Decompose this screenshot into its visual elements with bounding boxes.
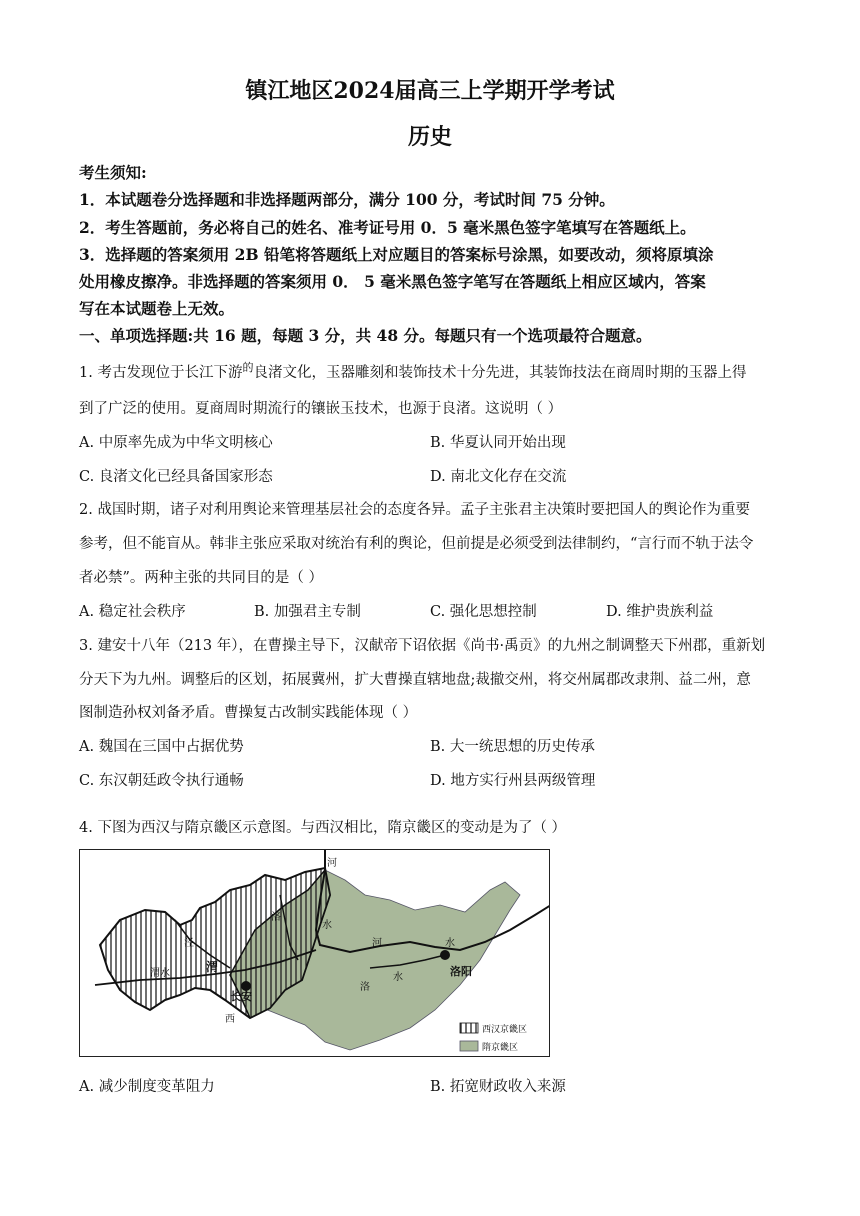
q2-line-2: 参考，但不能盲从。韩非主张应采取对统治有利的舆论，但前提是必须受到法律制约，“言行而不轨于法令 <box>79 536 754 552</box>
q3-option-b[interactable]: B. 大一统思想的历史传承 <box>430 739 595 755</box>
notice-line-2: 2．考生答题前，务必将自己的姓名、准考证号用 0．5 毫米黑色签字笔填写在答题纸上。 <box>79 218 696 237</box>
q3-line-1: 3. 建安十八年（213 年），在曹操主导下，汉献帝下诏依据《尚书·禹贡》的九州之制调整天下州郡，重新划 <box>79 638 766 654</box>
q2-option-d[interactable]: D. 维护贵族利益 <box>606 604 714 620</box>
q2-line-3: 者必禁”。两种主张的共同目的是（ ） <box>79 570 324 586</box>
q3-option-d[interactable]: D. 地方实行州县两级管理 <box>430 773 596 789</box>
q2-line-1: 2. 战国时期，诸子对利用舆论来管理基层社会的态度各异。孟子主张君主决策时要把国人的舆论作为重要 <box>79 502 750 518</box>
q3-line-2: 分天下为九州。调整后的区划，拓展冀州，扩大曹操直辖地盘;裁撤交州，将交州属郡改隶荆、益二州，意 <box>79 672 751 688</box>
q1-option-b[interactable]: B. 华夏认同开始出现 <box>430 435 566 451</box>
notice-line-1: 1．本试题卷分选择题和非选择题两部分，满分 100 分，考试时间 75 分钟。 <box>79 190 615 209</box>
legend-western-han-label: 西汉京畿区 <box>482 1024 528 1034</box>
section-heading: 一、单项选择题:共 16 题，每题 3 分，共 48 分。每题只有一个选项最符合题意。 <box>79 326 652 345</box>
legend-sui-label: 隋京畿区 <box>482 1042 519 1052</box>
label-he2: 河 <box>372 938 382 949</box>
q1-line-2: 到了广泛的使用。夏商周时期流行的镶嵌玉技术，也源于良渚。这说明（ ） <box>79 401 563 417</box>
q2-option-a[interactable]: A. 稳定社会秩序 <box>79 604 186 620</box>
label-luoshui-b: 水 <box>393 972 403 983</box>
label-shui2: 水 <box>445 938 455 949</box>
q2-option-b[interactable]: B. 加强君主专制 <box>254 604 361 620</box>
q1-line-1b: 良渚文化，玉器雕刻和装饰技术十分先进，其装饰技法在商周时期的玉器上得 <box>253 365 747 381</box>
label-wei: 渭 <box>206 960 219 974</box>
q1-option-c[interactable]: C. 良渚文化已经具备国家形态 <box>79 469 273 485</box>
q4-line-1: 4. 下图为西汉与隋京畿区示意图。与西汉相比，隋京畿区的变动是为了（ ） <box>79 820 567 836</box>
subject-title: 历史 <box>407 124 452 150</box>
label-changan: 长安 <box>230 991 252 1003</box>
legend-western-han-swatch <box>460 1023 478 1033</box>
q1-line-1a: 1. 考古发现位于长江下游 <box>79 365 243 381</box>
label-shui: 水 <box>322 920 332 931</box>
q3-line-3: 图制造孙权刘备矛盾。曹操复古改制实践能体现（ ） <box>79 705 418 721</box>
q4-option-a[interactable]: A. 减少制度变革阻力 <box>79 1079 215 1095</box>
q3-option-c[interactable]: C. 东汉朝廷政令执行通畅 <box>79 773 244 789</box>
legend-sui-swatch <box>460 1041 478 1051</box>
luoyang-dot <box>440 950 450 960</box>
label-xi: 西 <box>225 1014 235 1025</box>
q1-option-d[interactable]: D. 南北文化存在交流 <box>430 469 567 485</box>
q3-option-a[interactable]: A. 魏国在三国中占据优势 <box>79 739 244 755</box>
label-weishui: 渭水 <box>150 968 170 979</box>
label-luoshui-a: 洛 <box>360 982 370 993</box>
q2-option-c[interactable]: C. 强化思想控制 <box>430 604 537 620</box>
notice-heading: 考生须知: <box>79 163 147 182</box>
changan-dot <box>241 981 251 991</box>
q4-option-b[interactable]: B. 拓宽财政收入来源 <box>430 1079 566 1095</box>
label-luoyang: 洛阳 <box>450 966 472 978</box>
capital-region-map <box>79 849 550 1057</box>
notice-line-3c: 写在本试题卷上无效。 <box>79 299 235 318</box>
label-luo: 洛 <box>271 912 281 923</box>
q1-option-a[interactable]: A. 中原率先成为中华文明核心 <box>79 435 273 451</box>
notice-line-3a: 3．选择题的答案须用 2B 铅笔将答题纸上对应题目的答案标号涂黑，如要改动，须将原填涂 <box>79 245 714 264</box>
label-jing: 泾 <box>184 938 194 949</box>
q1-line-1 <box>79 361 746 382</box>
q1-line-1-sup: 的 <box>242 361 254 374</box>
notice-line-3b: 处用橡皮擦净。非选择题的答案须用 0． 5 毫米黑色签字笔写在答题纸上相应区域内，答案 <box>79 272 706 291</box>
label-he: 河 <box>327 858 337 869</box>
exam-title: 镇江地区2024届高三上学期开学考试 <box>245 78 615 104</box>
